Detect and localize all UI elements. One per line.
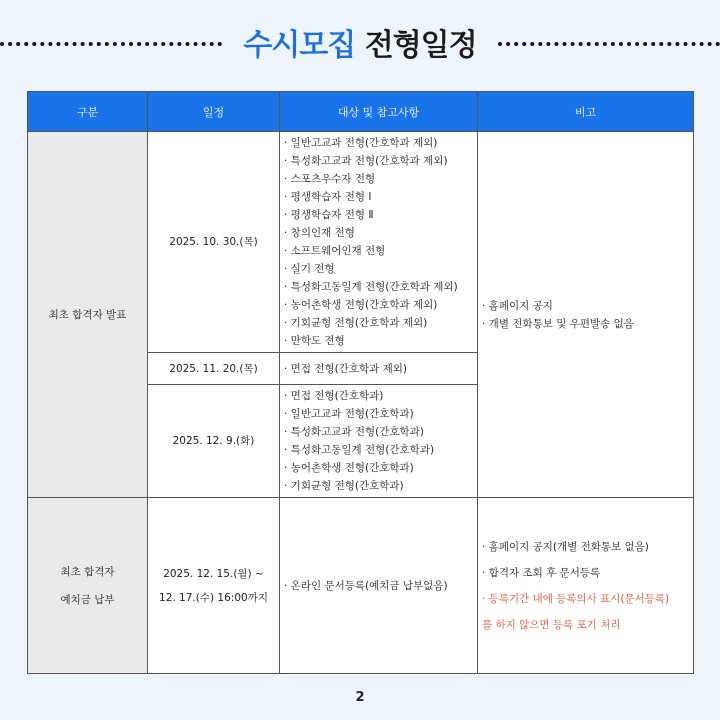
note-cell [478,498,694,674]
list-item: · 면접 전형(간호학과) [284,390,384,402]
list-item: · 홈페이지 공지 [482,299,553,312]
target-cell [280,385,478,498]
list-item: · 온라인 문서등록(예치금 납부없음) [284,579,448,592]
list-item: · 일반고교과 전형(간호학과 제외) [284,137,438,149]
target-cell [280,498,478,674]
table-row [28,498,694,674]
list-item: · 농어촌학생 전형(간호학과) [284,462,414,474]
schedule-table [27,91,694,674]
list-item: · 일반고교과 전형(간호학과) [284,408,414,420]
date-line: 2025. 12. 15.(월) ~ [163,567,264,580]
dotted-divider-left [0,42,222,46]
list-item: · 농어촌학생 전형(간호학과 제외) [284,299,438,311]
list-item: · 개별 전화통보 및 우편발송 없음 [482,317,634,330]
note-cell [478,132,694,498]
header-category: 구분 [28,92,148,132]
table-row [28,132,694,353]
list-item: · 만학도 전형 [284,335,345,347]
list-item: · 소프트웨어인재 전형 [284,245,386,257]
list-item: · 창의인재 전형 [284,227,355,239]
table-header-row [28,92,694,132]
header-note: 비고 [478,92,694,132]
list-item: · 평생학습자 전형 Ⅰ [284,191,372,203]
title-row [0,20,720,64]
list-item: · 면접 전형(간호학과 제외) [284,362,407,375]
header-date: 일정 [148,92,280,132]
warning-text: · 등록기간 내에 등록의사 표시(문서등록) [482,592,670,605]
date-cell: 2025. 12. 9.(화) [148,385,280,498]
category-line: 최초 합격자 [60,565,115,578]
category-first-announcement: 최초 합격자 발표 [28,132,148,498]
list-item: · 특성화고교과 전형(간호학과) [284,426,424,438]
date-cell [148,498,280,674]
list-item: · 특성화고동일계 전형(간호학과 제외) [284,281,458,293]
date-line: 12. 17.(수) 16:00까지 [159,591,268,604]
date-cell: 2025. 11. 20.(목) [148,353,280,385]
list-item: · 특성화고동일계 전형(간호학과) [284,444,435,456]
list-item: · 합격자 조회 후 문서등록 [482,566,601,579]
list-item: · 기회균형 전형(간호학과 제외) [284,317,428,329]
warning-text: 를 하지 않으면 등록 포기 처리 [482,618,621,631]
category-line: 예치금 납부 [60,593,115,606]
list-item: · 특성화고교과 전형(간호학과 제외) [284,155,448,167]
category-deposit [28,498,148,674]
list-item: · 홈페이지 공지(개별 전화통보 없음) [482,540,649,553]
list-item: · 기회균형 전형(간호학과) [284,480,404,492]
page-number: 2 [355,690,365,705]
page-title [232,20,488,64]
header-target: 대상 및 참고사항 [280,92,478,132]
date-cell: 2025. 10. 30.(목) [148,132,280,353]
title-part2: 전형일정 [364,28,477,63]
list-item: · 평생학습자 전형 Ⅱ [284,209,374,221]
list-item: · 실기 전형 [284,263,335,275]
title-part1: 수시모집 [243,28,356,63]
list-item: · 스포츠우수자 전형 [284,173,376,185]
target-cell [280,132,478,353]
dotted-divider-right [498,42,720,46]
target-cell [280,353,478,385]
